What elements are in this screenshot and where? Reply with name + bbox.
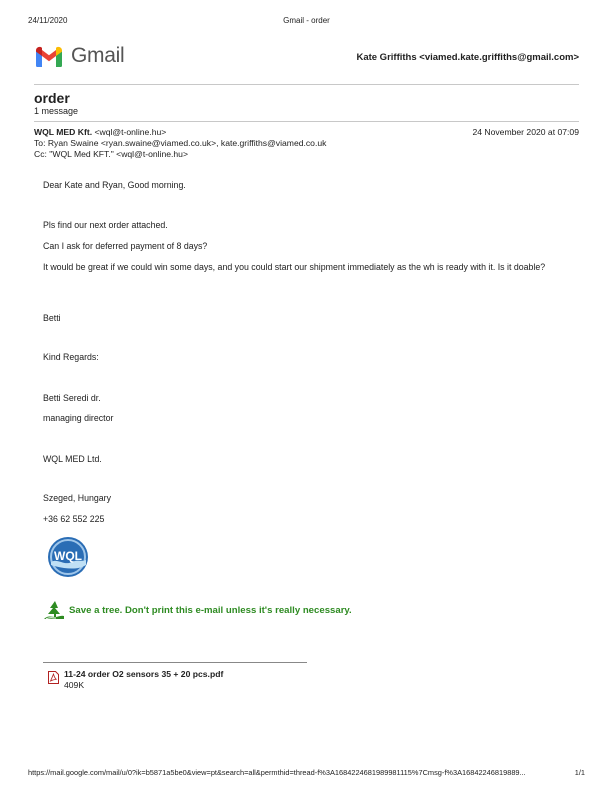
attachment-divider <box>43 662 307 663</box>
account-label: Kate Griffiths <viamed.kate.griffiths@gmail.com> <box>356 52 579 63</box>
signature-name: Betti Seredi dr. <box>43 393 101 403</box>
attachment-info <box>64 669 223 691</box>
attachment-name[interactable]: 11-24 order O2 sensors 35 + 20 pcs.pdf <box>64 669 224 679</box>
body-line: Pls find our next order attached. <box>43 220 168 230</box>
signature-company: WQL MED Ltd. <box>43 454 102 464</box>
wql-logo-text: WQL <box>54 549 82 563</box>
signature-location: Szeged, Hungary <box>43 493 111 503</box>
save-tree-text: Save a tree. Don't print this e-mail unless it's really necessary. <box>69 604 352 616</box>
save-tree-footer <box>43 600 352 620</box>
regards: Kind Regards: <box>43 352 99 362</box>
sender-email[interactable]: <wql@t-online.hu> <box>94 127 167 137</box>
page-number: 1/1 <box>574 768 585 777</box>
message-date: 24 November 2020 at 07:09 <box>472 127 579 137</box>
tree-icon <box>43 600 65 620</box>
attachment-size: 409K <box>64 680 85 690</box>
signature-title: managing director <box>43 413 114 423</box>
gmail-header <box>34 44 579 72</box>
body-greeting: Dear Kate and Ryan, Good morning. <box>43 180 186 190</box>
gmail-m-icon <box>34 45 64 68</box>
print-header <box>28 16 585 28</box>
signoff-name: Betti <box>43 313 61 323</box>
from-row <box>34 127 579 138</box>
signature-phone: +36 62 552 225 <box>43 514 105 524</box>
body-line: Can I ask for deferred payment of 8 days? <box>43 241 208 251</box>
print-url: https://mail.google.com/mail/u/0?ik=b5871a5be0&view=pt&search=all&permthid=thread-f%3A1684224681989981115%7Cmsg-f%3A16842246819889... <box>28 768 526 777</box>
header-divider <box>34 84 579 85</box>
cc-row: Cc: "WQL Med KFT." <wql@t-online.hu> <box>34 149 188 159</box>
attachment-item[interactable] <box>48 669 223 691</box>
body-line: It would be great if we could win some days, and you could start our shipment immediately as the wh is ready with it. Is it doable? <box>43 262 546 272</box>
subject-divider <box>34 121 579 122</box>
message-meta <box>34 127 579 160</box>
print-title: Gmail - order <box>283 16 330 25</box>
to-row: To: Ryan Swaine <ryan.swaine@viamed.co.uk>, kate.griffiths@viamed.co.uk <box>34 138 327 148</box>
gmail-wordmark: Gmail <box>71 44 125 67</box>
gmail-logo[interactable] <box>34 44 124 68</box>
thread-subject: order <box>34 90 70 106</box>
pdf-file-icon <box>48 671 59 684</box>
message-count: 1 message <box>34 106 79 116</box>
sender-name: WQL MED Kft. <box>34 127 93 137</box>
wql-logo <box>46 535 90 579</box>
print-date: 24/11/2020 <box>28 16 68 25</box>
